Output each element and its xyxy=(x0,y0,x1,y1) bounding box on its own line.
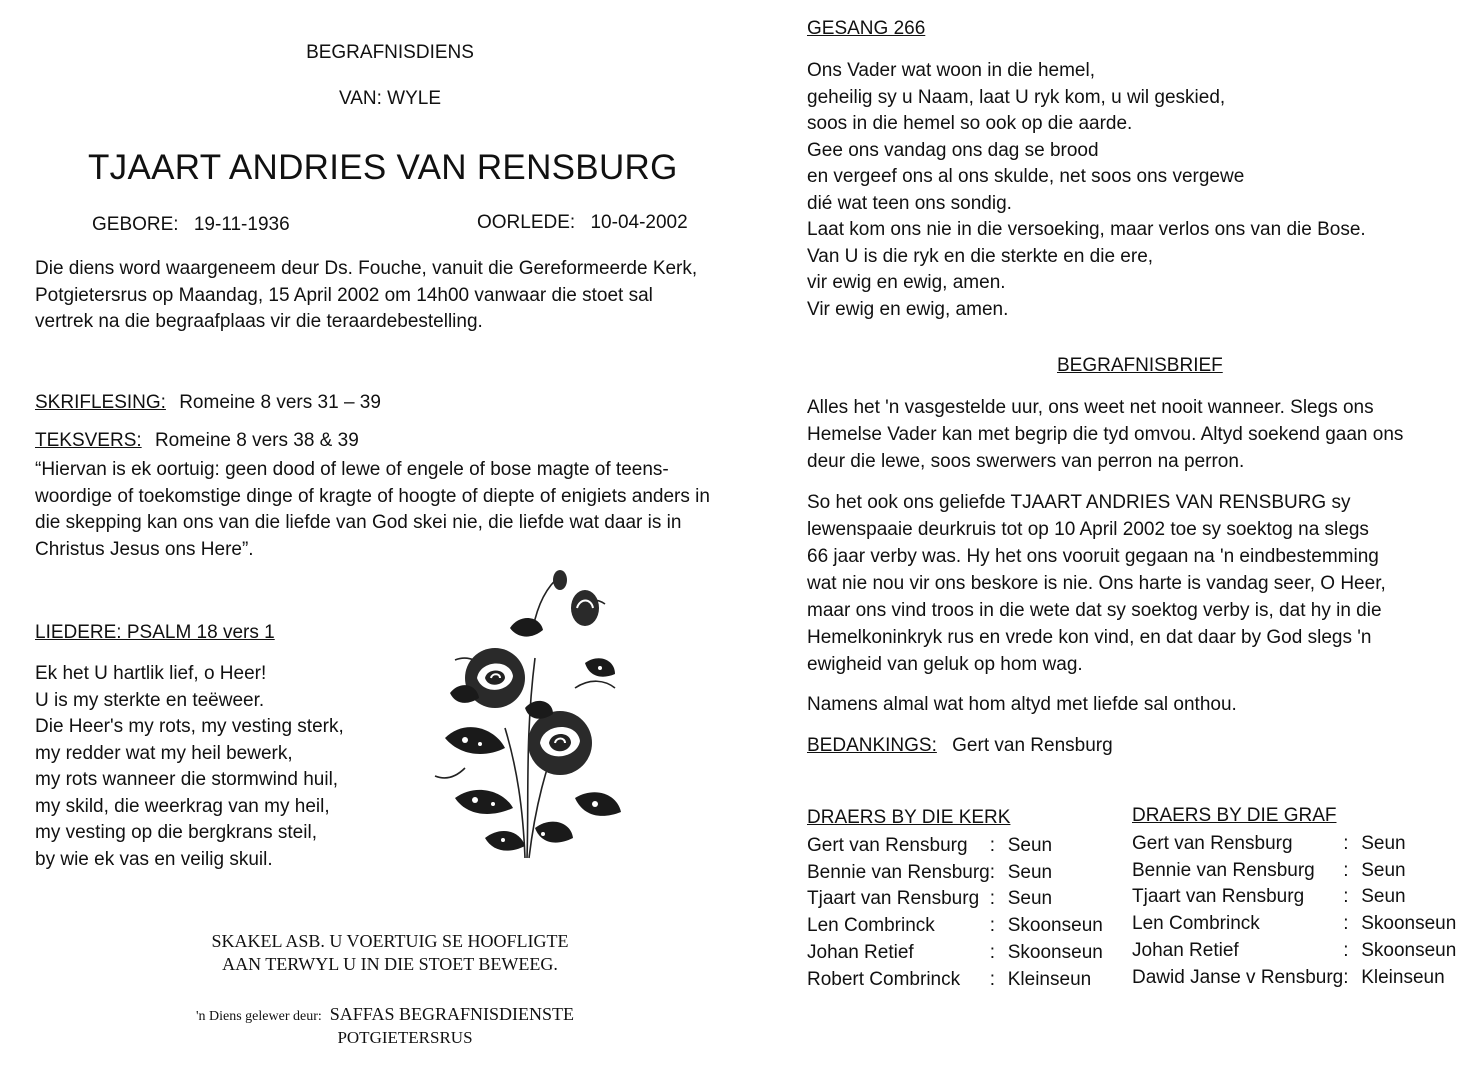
church-bearers-table xyxy=(807,833,1103,993)
undertaker-name: SAFFAS BEGRAFNISDIENSTE xyxy=(329,1004,574,1024)
bearer-sep: : xyxy=(989,835,996,856)
psalm-line: my skild, die weerkrag van my heil, xyxy=(35,795,330,817)
grave-bearers-table xyxy=(1132,831,1456,991)
bearer-name: Tjaart van Rensburg xyxy=(807,888,980,910)
psalm-line: by wie ek vas en veilig skuil. xyxy=(35,848,273,870)
bearer-name: Bennie van Rensburg xyxy=(807,861,990,883)
table-row xyxy=(1132,858,1456,885)
verse-quote xyxy=(35,457,710,563)
psalm-line: Die Heer's my rots, my vesting sterk, xyxy=(35,716,344,737)
table-row xyxy=(1132,884,1456,911)
letter-line: 66 jaar verby was. Hy het ons vooruit gegaan na 'n eindbestemming xyxy=(807,546,1379,567)
table-row xyxy=(807,913,1103,940)
bearer-sep: : xyxy=(1343,913,1349,935)
psalm-line: my rots wanneer die stormwind huil, xyxy=(35,769,339,790)
bearer-sep: : xyxy=(989,888,996,910)
bearer-relation: Seun xyxy=(1007,861,1053,883)
bearer-sep: : xyxy=(989,968,996,990)
quote-line: woordige of toekomstige dinge of kragte of hoogte of diepte of enigiets anders in xyxy=(35,485,710,507)
psalm-line: my redder wat my heil bewerk, xyxy=(35,742,293,764)
undertaker-credit xyxy=(196,1004,574,1025)
born-label: GEBORE: xyxy=(92,214,179,235)
bearer-sep: : xyxy=(989,861,996,883)
bearer-sep: : xyxy=(1343,966,1349,988)
hymn-line: Ons Vader wat woon in die hemel, xyxy=(807,60,1095,81)
bearer-sep: : xyxy=(989,915,996,937)
scripture-value: Romeine 8 vers 31 – 39 xyxy=(179,392,381,413)
bearer-sep: : xyxy=(1343,833,1349,854)
van-wyle: VAN: WYLE xyxy=(338,88,442,109)
bearer-relation: Seun xyxy=(1007,888,1053,910)
hymn-text xyxy=(807,58,1366,323)
bearer-relation: Kleinseun xyxy=(1007,968,1092,990)
letter-paragraph-2 xyxy=(807,489,1386,678)
bearer-sep: : xyxy=(1343,886,1349,908)
hymn-line: Vir ewig en ewig, amen. xyxy=(807,298,1009,320)
bearer-name: Len Combrinck xyxy=(807,915,935,937)
text-verse-value: Romeine 8 vers 38 & 39 xyxy=(154,430,359,451)
church-bearers-title: DRAERS BY DIE KERK xyxy=(807,807,1011,828)
hymn-line: Van U is die ryk en die sterkte en die ere, xyxy=(807,245,1154,267)
bearer-name: Robert Combrinck xyxy=(807,968,961,990)
psalm-line: Ek het U hartlik lief, o Heer! xyxy=(35,663,267,684)
notice-line: AAN TERWYL U IN DIE STOET BEWEEG. xyxy=(222,954,558,974)
table-row xyxy=(807,886,1103,913)
letter-paragraph-1 xyxy=(807,394,1403,475)
died-label: OORLEDE: xyxy=(477,212,576,233)
hymn-line: Gee ons vandag ons dag se brood xyxy=(807,139,1099,161)
bearer-sep: : xyxy=(1343,939,1349,961)
bearer-name: Len Combrinck xyxy=(1132,913,1260,935)
letter-line: lewenspaaie deurkruis tot op 10 April 2002 toe sy soektog na slegs xyxy=(807,519,1369,540)
table-row xyxy=(807,940,1103,967)
bearer-name: Bennie van Rensburg xyxy=(1132,859,1315,881)
bearer-relation: Seun xyxy=(1361,859,1406,881)
bearer-relation: Seun xyxy=(1361,886,1406,908)
letter-line: Alles het 'n vasgestelde uur, ons weet net nooit wanneer. Slegs ons xyxy=(807,397,1374,418)
hymn-title: GESANG 266 xyxy=(807,18,926,39)
table-row xyxy=(1132,938,1456,965)
service-line: Potgietersrus op Maandag, 15 April 2002 om 14h00 vanwaar die stoet sal xyxy=(35,284,653,306)
hymn-line: dié wat teen ons sondig. xyxy=(807,192,1012,214)
table-row xyxy=(1132,831,1456,858)
letter-title: BEGRAFNISBRIEF xyxy=(1057,355,1223,376)
letter-signoff: Namens almal wat hom altyd met liefde sal onthou. xyxy=(807,694,1237,715)
letter-line: So het ook ons geliefde TJAART ANDRIES VAN RENSBURG sy xyxy=(807,492,1351,513)
bearer-sep: : xyxy=(1343,859,1349,881)
notice-line: SKAKEL ASB. U VOERTUIG SE HOOFLIGTE xyxy=(211,931,569,951)
bearer-name: Gert van Rensburg xyxy=(807,835,968,856)
psalm-line: my vesting op die bergkrans steil, xyxy=(35,822,317,843)
bearer-name: Tjaart van Rensburg xyxy=(1132,886,1305,908)
thanks-row xyxy=(807,735,1113,757)
bearer-relation: Skoonseun xyxy=(1007,915,1103,937)
bearer-relation: Seun xyxy=(1361,833,1406,854)
letter-line: deur die lewe, soos swerwers van perron na perron. xyxy=(807,451,1245,472)
psalm-text xyxy=(35,661,344,873)
quote-line: “Hiervan is ek oortuig: geen dood of lewe of engele of bose magte of teens- xyxy=(35,459,669,480)
bearer-name: Gert van Rensburg xyxy=(1132,833,1293,854)
letter-line: Hemelkoninkryk rus en vrede kon vind, en dat daar by God slegs 'n xyxy=(807,627,1372,648)
hymn-line: en vergeef ons al ons skulde, net soos ons vergewe xyxy=(807,166,1245,187)
table-row xyxy=(1132,911,1456,938)
quote-line: die skepping kan ons van die liefde van God skei nie, die liefde wat daar is in xyxy=(35,512,682,533)
headlights-notice xyxy=(150,930,630,976)
scripture-label: SKRIFLESING: xyxy=(35,392,166,413)
hymn-line: vir ewig en ewig, amen. xyxy=(807,272,1006,293)
table-row xyxy=(807,967,1103,994)
service-by-label: 'n Diens gelewer deur: xyxy=(196,1009,322,1024)
table-row xyxy=(807,860,1103,887)
quote-line: Christus Jesus ons Here”. xyxy=(35,538,254,560)
hymn-line: soos in die hemel so ook op die aarde. xyxy=(807,113,1133,134)
died-date: 10-04-2002 xyxy=(590,212,688,233)
letter-line: ewigheid van geluk op hom wag. xyxy=(807,654,1083,675)
rose-bouquet-illustration xyxy=(425,568,625,868)
table-row xyxy=(807,833,1103,860)
letter-line: maar ons vind troos in die wete dat sy soektog verby is, dat hy in die xyxy=(807,600,1382,621)
service-paragraph xyxy=(35,256,697,336)
scripture-reading xyxy=(35,392,381,414)
born-row xyxy=(92,214,290,236)
songs-heading: LIEDERE: PSALM 18 vers 1 xyxy=(35,622,275,643)
service-line: Die diens word waargeneem deur Ds. Fouche, vanuit die Gereformeerde Kerk, xyxy=(35,258,698,279)
text-verse-label: TEKSVERS: xyxy=(35,430,142,451)
deceased-name: TJAART ANDRIES VAN RENSBURG xyxy=(88,148,678,187)
letter-line: Hemelse Vader kan met begrip die tyd omvou. Altyd soekend gaan ons xyxy=(807,424,1404,445)
psalm-line: U is my sterkte en teëweer. xyxy=(35,689,265,711)
text-verse xyxy=(35,430,359,452)
bearer-relation: Kleinseun xyxy=(1361,966,1445,988)
thanks-label: BEDANKINGS: xyxy=(807,735,937,756)
undertaker-town: POTGIETERSRUS xyxy=(337,1028,473,1047)
grave-bearers-title: DRAERS BY DIE GRAF xyxy=(1132,805,1337,826)
thanks-value: Gert van Rensburg xyxy=(952,735,1113,756)
born-date: 19-11-1936 xyxy=(193,214,290,235)
bearer-relation: Seun xyxy=(1007,835,1053,856)
bearer-relation: Skoonseun xyxy=(1361,939,1457,961)
hymn-line: Laat kom ons nie in die versoeking, maar verlos ons van die Bose. xyxy=(807,219,1366,240)
hymn-line: geheilig sy u Naam, laat U ryk kom, u wil geskied, xyxy=(807,86,1226,108)
bearer-name: Johan Retief xyxy=(807,941,914,963)
letter-line: wat nie nou vir ons beskore is nie. Ons harte is vandag seer, O Heer, xyxy=(807,573,1386,594)
bearer-relation: Skoonseun xyxy=(1007,941,1103,963)
service-heading: BEGRAFNISDIENS xyxy=(306,42,474,63)
bearer-name: Dawid Janse v Rensburg xyxy=(1132,966,1344,988)
table-row xyxy=(1132,965,1456,992)
bearer-sep: : xyxy=(989,941,996,963)
died-row xyxy=(477,212,688,234)
bearer-relation: Skoonseun xyxy=(1361,913,1457,935)
service-line: vertrek na die begraafplaas vir die teraardebestelling. xyxy=(35,311,483,332)
bearer-name: Johan Retief xyxy=(1132,939,1239,961)
